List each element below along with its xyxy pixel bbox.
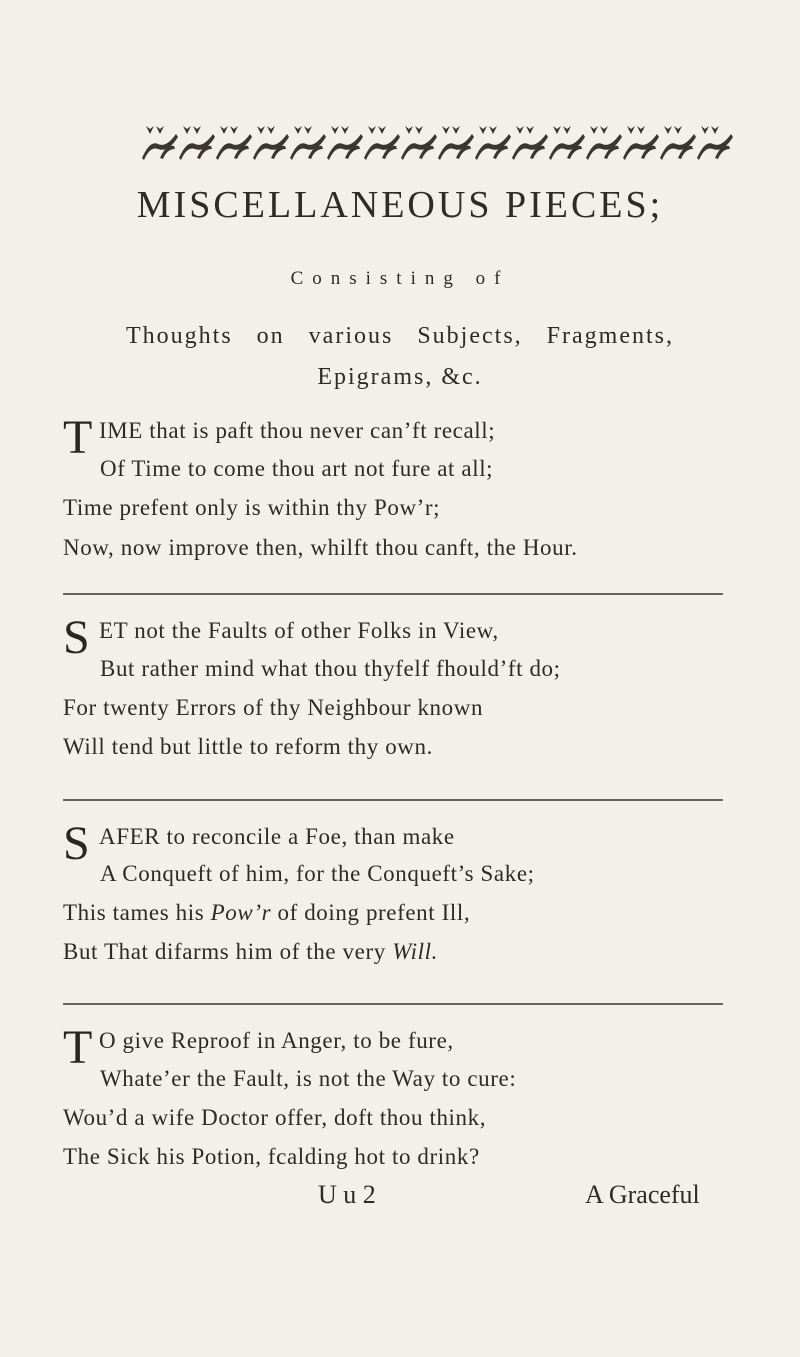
- poem-3-line-4: But That difarms him of the very Will.: [63, 939, 438, 964]
- poem-4-line-2: Whate’er the Fault, is not the Way to cure:: [100, 1066, 517, 1091]
- poem-4-line-3: Wou’d a wife Doctor offer, doft thou think,: [63, 1105, 487, 1130]
- poem-3-line-2: A Conqueft of him, for the Conqueft’s Sake;: [100, 861, 535, 886]
- poem-1-line-2: Of Time to come thou art not fure at all;: [100, 456, 494, 481]
- ornament-band: [142, 122, 734, 162]
- catchword: A Graceful: [585, 1180, 700, 1209]
- subtitle-consisting: Consisting of: [290, 268, 510, 289]
- poem-3-line-1: AFER to reconcile a Foe, than make: [99, 824, 455, 849]
- poem-4-line-1: O give Reproof in Anger, to be fure,: [99, 1028, 454, 1053]
- poem-3-dropcap: S: [63, 817, 90, 870]
- section-divider: [63, 799, 723, 801]
- subtitle-line-2: Epigrams, &c.: [317, 364, 483, 390]
- page-title: MISCELLANEOUS PIECES;: [136, 184, 664, 226]
- poem-1-line-3: Time prefent only is within thy Pow’r;: [63, 495, 441, 520]
- poem-2-line-4: Will tend but little to reform thy own.: [63, 734, 433, 759]
- poem-1-line-1: IME that is paft thou never can’ft recall;: [99, 418, 496, 443]
- poem-2-dropcap: S: [63, 611, 90, 664]
- poem-1-dropcap: T: [63, 411, 93, 464]
- poem-2-line-1: ET not the Faults of other Folks in View,: [99, 618, 499, 643]
- poem-4-line-4: The Sick his Potion, fcalding hot to drink?: [63, 1144, 480, 1169]
- poem-2-line-3: For twenty Errors of thy Neighbour known: [63, 695, 484, 720]
- poem-3-line-3: This tames his Pow’r of doing prefent Ill,: [63, 900, 471, 925]
- poem-1-line-4: Now, now improve then, whilft thou canft, the Hour.: [63, 535, 578, 560]
- poem-4-dropcap: T: [63, 1021, 93, 1074]
- section-divider: [63, 593, 723, 595]
- section-divider: [63, 1003, 723, 1005]
- poem-2-line-2: But rather mind what thou thyfelf fhould’ft do;: [100, 656, 561, 681]
- signature-mark: U u 2: [318, 1180, 376, 1209]
- subtitle-line-1: Thoughts on various Subjects, Fragments,: [126, 323, 674, 349]
